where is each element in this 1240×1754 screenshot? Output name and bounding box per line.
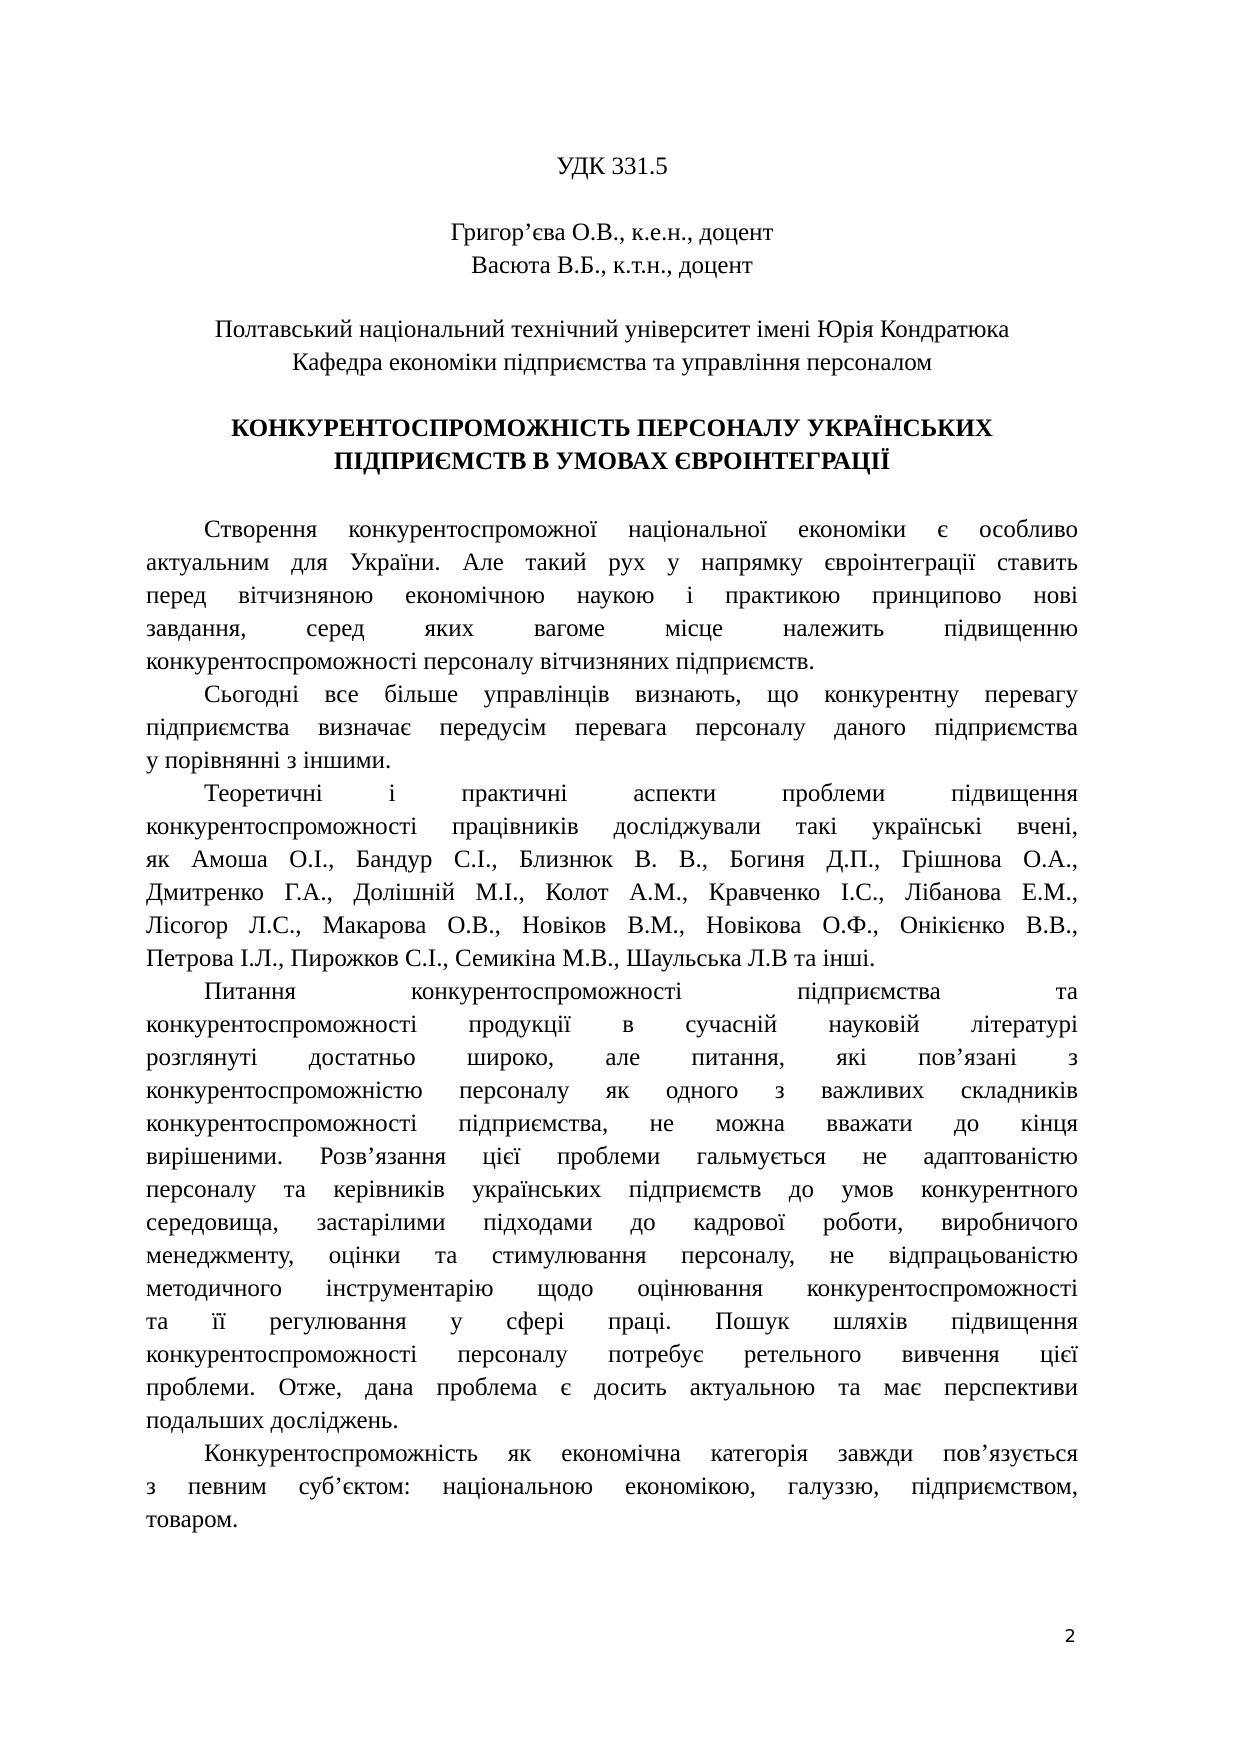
- paragraph-line: вирішеними. Розв’язання цієї проблеми гальмується не адаптованістю: [146, 1143, 1078, 1170]
- affiliation-department: Кафедра економіки підприємства та управління персоналом: [291, 349, 933, 376]
- paragraph-line: методичного інструментарію щодо оцінювання конкурентоспроможності: [146, 1275, 1078, 1302]
- paragraph-line: Теоретичні і практичні аспекти проблеми підвищення: [204, 780, 1078, 807]
- title-line: КОНКУРЕНТОСПРОМОЖНІСТЬ ПЕРСОНАЛУ УКРАЇНСЬКИХ: [231, 415, 993, 442]
- paragraph-line: конкурентоспроможності персоналу потребує ретельного вивчення цієї: [146, 1341, 1078, 1368]
- paragraph-line: актуальним для України. Але такий рух у напрямку євроінтеграції ставить: [146, 549, 1078, 576]
- paragraph-line: конкурентоспроможності продукції в сучасній науковій літературі: [146, 1011, 1078, 1038]
- paragraph-line: менеджменту, оцінки та стимулювання персоналу, не відпрацьованістю: [146, 1242, 1078, 1269]
- paragraph: [146, 777, 1078, 975]
- paragraph: [146, 678, 1078, 777]
- paragraph-line: конкурентоспроможності персоналу вітчизняних підприємств.: [146, 648, 815, 675]
- paragraph-line: розглянуті достатньо широко, але питання, які пов’язані з: [146, 1044, 1078, 1071]
- paragraph-line: Лісогор Л.С., Макарова О.В., Новіков В.М., Новікова О.Ф., Онікієнко В.В.,: [146, 912, 1078, 939]
- paragraph-line: та її регулювання у сфері праці. Пошук шляхів підвищення: [146, 1308, 1078, 1335]
- paragraph-line: конкурентоспроможністю персоналу як одного з важливих складників: [146, 1077, 1078, 1104]
- article-body: [146, 513, 1078, 1536]
- paragraph-line: підприємства визначає передусім перевага персоналу даного підприємства: [146, 714, 1078, 741]
- paragraph-line: конкурентоспроможності працівників досліджували такі українські вчені,: [146, 813, 1078, 840]
- paragraph-line: у порівнянні з іншими.: [146, 747, 392, 774]
- paragraph-line: Петрова І.Л., Пирожков С.І., Семикіна М.В., Шаульська Л.В та інші.: [146, 945, 876, 972]
- title-line: ПІДПРИЄМСТВ В УМОВАХ ЄВРОІНТЕГРАЦІЇ: [333, 448, 891, 475]
- paragraph-line: проблеми. Отже, дана проблема є досить актуальною та має перспективи: [146, 1374, 1078, 1401]
- paragraph-line: Сьогодні все більше управлінців визнають, що конкурентну перевагу: [204, 681, 1078, 708]
- page-number: 2: [1064, 1626, 1076, 1647]
- author-line: Григор’єва О.В., к.е.н., доцент: [450, 219, 774, 246]
- paragraph-line: подальших досліджень.: [146, 1407, 399, 1434]
- paragraph-line: Дмитренко Г.А., Долішній М.І., Колот А.М., Кравченко І.С., Лібанова Е.М.,: [146, 879, 1078, 906]
- affiliation-university: Полтавський національний технічний університет імені Юрія Кондратюка: [214, 316, 1010, 343]
- affiliation: [146, 313, 1078, 379]
- paragraph-line: перед вітчизняною економічною наукою і практикою принципово нові: [146, 582, 1078, 609]
- paragraph-line: Створення конкурентоспроможної національної економіки є особливо: [204, 516, 1078, 543]
- paragraph-line: з певним суб’єктом: національною економікою, галуззю, підприємством,: [146, 1473, 1078, 1500]
- paragraph-line: товаром.: [146, 1506, 239, 1533]
- paragraph-line: персоналу та керівників українських підприємств до умов конкурентного: [146, 1176, 1078, 1203]
- udk-code: УДК 331.5: [556, 153, 668, 180]
- paragraph-line: конкурентоспроможності підприємства, не можна вважати до кінця: [146, 1110, 1078, 1137]
- paragraph: [146, 513, 1078, 678]
- article-title: [146, 412, 1078, 478]
- paragraph-line: Питання конкурентоспроможності підприємства та: [204, 978, 1078, 1005]
- paragraph-line: завдання, серед яких вагоме місце належить підвищенню: [146, 615, 1078, 642]
- paragraph: [146, 1437, 1078, 1536]
- authors: [146, 216, 1078, 282]
- paragraph-line: середовища, застарілими підходами до кадрової роботи, виробничого: [146, 1209, 1078, 1236]
- paragraph: [146, 975, 1078, 1437]
- paragraph-line: як Амоша О.І., Бандур С.І., Близнюк В. В., Богиня Д.П., Грішнова О.А.,: [146, 846, 1078, 873]
- author-line: Васюта В.Б., к.т.н., доцент: [471, 252, 753, 279]
- paragraph-line: Конкурентоспроможність як економічна категорія завжди пов’язується: [204, 1440, 1078, 1467]
